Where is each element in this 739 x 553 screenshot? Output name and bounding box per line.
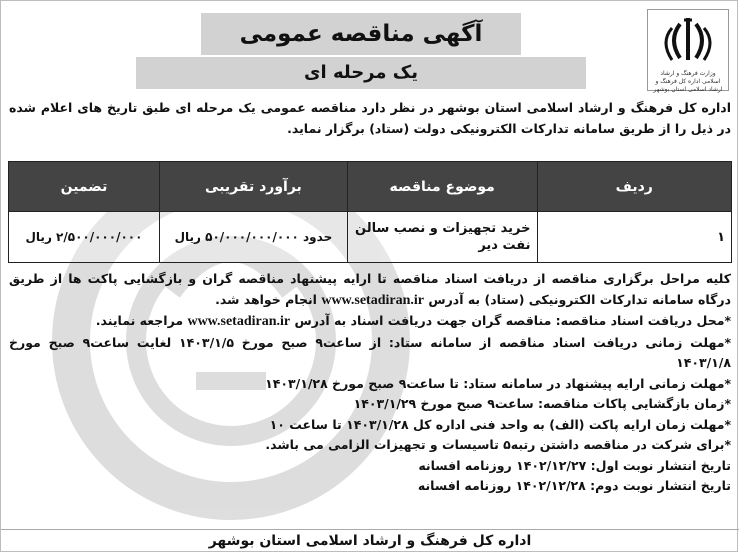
cell-estimate: حدود ۵۰/۰۰۰/۰۰۰/۰۰۰ ریال xyxy=(159,212,347,263)
cell-row-number: ۱ xyxy=(537,212,732,263)
details-section xyxy=(9,269,731,497)
logo-caption: وزارت فرهنگ و ارشاد اسلامی اداره کل فرهنگ و ارشاد اسلامی استان بوشهر xyxy=(653,70,723,93)
header-row-number: ردیف xyxy=(537,162,732,212)
documents-location-end: مراجعه نمایند. xyxy=(95,313,184,328)
footer-signature: اداره کل فرهنگ و ارشاد اسلامی استان بوشهر xyxy=(1,529,739,553)
documents-location-text: *محل دریافت اسناد مناقصه: مناقصه گران جهت دریافت اسناد به آدرس xyxy=(294,313,731,328)
table-row xyxy=(9,212,732,263)
proposal-deadline: *مهلت زمانی ارایه پیشنهاد در سامانه ستاد: تا ساعت۹ صبح مورخ ۱۴۰۳/۱/۲۸ xyxy=(265,375,731,391)
setad-link[interactable]: www.setadiran.ir xyxy=(321,292,424,308)
header xyxy=(1,1,739,93)
page-title: آگهی مناقصه عمومی xyxy=(201,13,521,55)
iran-emblem-icon xyxy=(658,14,718,66)
documents-location-line xyxy=(9,311,731,333)
header-guarantee: تضمین xyxy=(9,162,160,212)
cell-guarantee: ۲/۵۰۰/۰۰۰/۰۰۰ ریال xyxy=(9,212,160,263)
document-download-deadline: *مهلت زمانی دریافت اسناد مناقصه از سامانه ستاد: از ساعت۹ صبح مورخ ۱۴۰۳/۱/۵ لغایت ساعت۹ صبح مورخ ۱۴۰۳/۱/۸ xyxy=(9,334,731,370)
opening-date: *زمان بازگشایی پاکات مناقصه: ساعت۹ صبح مورخ ۱۴۰۳/۱/۲۹ xyxy=(353,396,731,411)
tender-table xyxy=(8,161,732,263)
setad-link-2[interactable]: www.setadiran.ir xyxy=(187,314,291,329)
cell-subject: خرید تجهیزات و نصب سالن نفت دیر xyxy=(347,212,537,263)
eligibility-requirement: *برای شرکت در مناقصه داشتن رتبه۵ تاسیسات و تجهیزات الزامی می باشد. xyxy=(265,437,731,452)
publication-date-first: تاریخ انتشار نوبت اول: ۱۴۰۲/۱۲/۲۷ روزنامه افسانه xyxy=(418,457,731,473)
page-subtitle: یک مرحله ای xyxy=(136,57,586,89)
header-estimate: برآورد تقریبی xyxy=(159,162,347,212)
ministry-logo xyxy=(647,9,729,91)
table-header-row xyxy=(9,162,732,212)
process-text-end: انجام خواهد شد. xyxy=(215,291,317,307)
header-subject: موضوع مناقصه xyxy=(347,162,537,212)
process-paragraph xyxy=(9,269,731,311)
intro-paragraph: اداره کل فرهنگ و ارشاد اسلامی استان بوشهر در نظر دارد مناقصه عمومی یک مرحله ای طبق تاریخ های اعلام شده در ذیل را از طریق سامانه تدارکات الکترونیکی دولت (ستاد) برگزار نماید. xyxy=(9,100,731,136)
process-text: کلیه مراحل برگزاری مناقصه از دریافت اسناد مناقصه تا ارایه پیشنهاد مناقصه گران و بازگشایی پاکت ها از طریق درگاه سامانه تدارکات الکترونیکی (ستاد) به آدرس xyxy=(9,271,731,307)
publication-date-second: تاریخ انتشار نوبت دوم: ۱۴۰۲/۱۲/۲۸ روزنامه افسانه xyxy=(417,478,731,493)
envelope-deadline: *مهلت زمان ارایه پاکت (الف) به واحد فنی اداره کل ۱۴۰۳/۱/۲۸ تا ساعت ۱۰ xyxy=(269,416,731,432)
